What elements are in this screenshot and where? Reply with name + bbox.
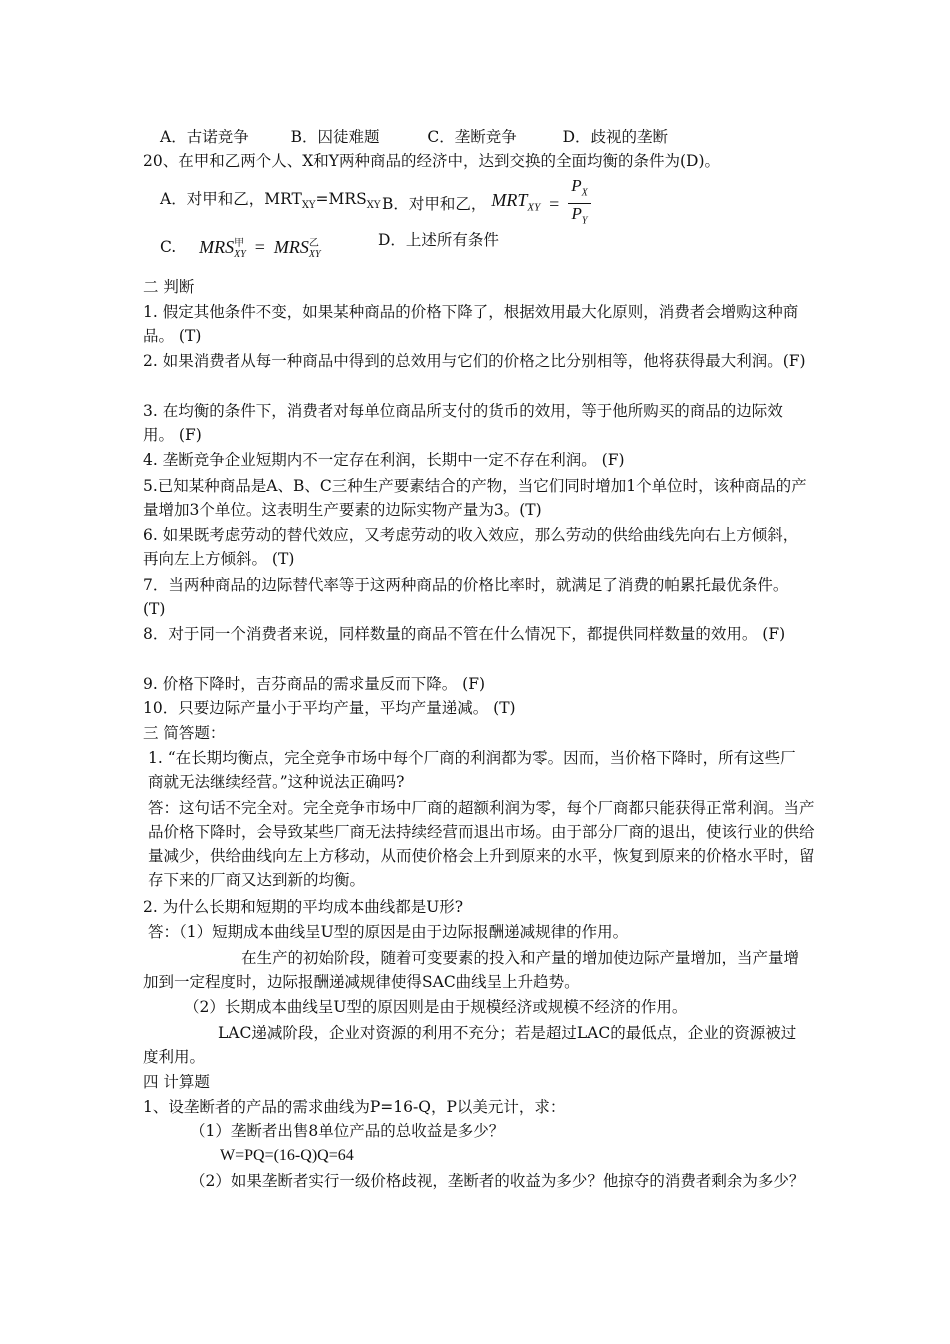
short-answer-answer-1: 答：这句话不完全对。完全竞争市场中厂商的超额利润为零，每个厂商都只能获得正常利润。当产品价格下降时，会导致某些厂商无法持续经营而退出市场。由于部分厂商的退出，使该行业的供给量减少，供给曲线向左上方移动，从而使价格会上升到原来的水平，恢复到原来的价格水平时，留存下来的厂商又达到新的均衡。 (148, 799, 815, 889)
mrt-symbol: $MRT_{XY}$ (491, 190, 541, 214)
judgement-item-8: 8．对于同一个消费者来说，同样数量的商品不管在什么情况下，都提供同样数量的效用。 (F) (143, 625, 786, 643)
judgement-item-5: 5.已知某种商品是A、B、C三种生产要素结合的产物，当它们同时增加1个单位时，该种商品的产量增加3个单位。这表明生产要素的边际实物产量为3。(T) (143, 477, 807, 519)
judgement-item-1: 1. 假定其他条件不变，如果某种商品的价格下降了，根据效用最大化原则，消费者会增购这种商品。 (T) (143, 303, 799, 345)
judgement-item-2: 2. 如果消费者从每一种商品中得到的总效用与它们的价格之比分别相等，他将获得最大利润。(F) (143, 352, 806, 370)
q19-option-a: A．古诺竞争 (160, 128, 249, 146)
mrs-yi-symbol: MRS 乙 XY (273, 237, 321, 260)
q20-option-b: B．对甲和乙， $MRT_{XY}$ = $\frac{P_X}{P_Y}$ (382, 176, 591, 232)
calc-question-1: 1、设垄断者的产品的需求曲线为P=16-Q，P以美元计，求： (143, 1098, 566, 1116)
short-answer-answer-2-part-2: （2）长期成本曲线呈U型的原因则是由于规模经济或规模不经济的作用。 (184, 998, 688, 1016)
judgement-item-6: 6. 如果既考虑劳动的替代效应，又考虑劳动的收入效应，那么劳动的供给曲线先向右上方倾斜，再向左上方倾斜。 (T) (143, 526, 799, 568)
short-answer-answer-2-part-1: 答：（1）短期成本曲线呈U型的原因是由于边际报酬递减规律的作用。 (148, 923, 629, 941)
q20-option-a: A．对甲和乙，$MRT_{XY}=MRS_{XY}$ (160, 190, 381, 212)
short-answer-question-1: 1. “在长期均衡点，完全竞争市场中每个厂商的利润都为零。因而，当价格下降时，所有这些厂商就无法继续经营。”这种说法正确吗? (148, 749, 796, 791)
q20-stem: 20、在甲和乙两个人、X和Y两种商品的经济中，达到交换的全面均衡的条件为(D)。 (143, 152, 721, 170)
judgement-item-9: 9. 价格下降时，吉芬商品的需求量反而下降。 (F) (143, 675, 485, 693)
q20-option-c: C. MRS 甲 XY = MRS 乙 XY (160, 237, 321, 260)
calc-sub-question-1: （1）垄断者出售8单位产品的总收益是多少？ (190, 1122, 505, 1140)
section4-heading: 四 计算题 (143, 1073, 210, 1091)
q19-option-b: B．囚徒难题 (290, 128, 380, 146)
judgement-item-10: 10．只要边际产量小于平均产量，平均产量递减。 (T) (143, 699, 516, 717)
calc-sub-question-2: （2）如果垄断者实行一级价格歧视，垄断者的收益为多少？他掠夺的消费者剩余为多少？ (190, 1172, 805, 1190)
q19-option-d: D．歧视的垄断 (562, 128, 669, 146)
judgement-item-4: 4. 垄断竞争企业短期内不一定存在利润，长期中一定不存在利润。 (F) (143, 451, 625, 469)
judgement-item-3: 3. 在均衡的条件下，消费者对每单位商品所支付的货币的效用，等于他所购买的商品的边际效用。 (F) (143, 402, 783, 444)
q19-options (160, 126, 668, 148)
q20-option-d: D．上述所有条件 (378, 231, 499, 249)
judgement-item-7: 7．当两种商品的边际替代率等于这两种商品的价格比率时，就满足了消费的帕累托最优条件。 (T) (143, 576, 789, 618)
mrs-jia-symbol: MRS 甲 XY (199, 237, 246, 260)
section2-heading: 二 判断 (143, 278, 195, 296)
calc-answer-1: W=PQ=(16-Q)Q=64 (220, 1147, 354, 1164)
short-answer-answer-2-part-2-detail: LAC递减阶段，企业对资源的利用不充分；若是超过LAC的最低点，企业的资源被过度利用。 (143, 1024, 797, 1066)
price-ratio-fraction: $\frac{P_X}{P_Y}$ (568, 176, 591, 232)
q19-option-c: C．垄断竞争 (427, 128, 517, 146)
section3-heading: 三 简答题： (143, 724, 226, 742)
short-answer-answer-2-part-1-detail: 在生产的初始阶段，随着可变要素的投入和产量的增加使边际产量增加，当产量增加到一定程度时，边际报酬递减规律使得SAC曲线呈上升趋势。 (143, 949, 800, 991)
short-answer-question-2: 2. 为什么长期和短期的平均成本曲线都是U形? (143, 898, 464, 916)
